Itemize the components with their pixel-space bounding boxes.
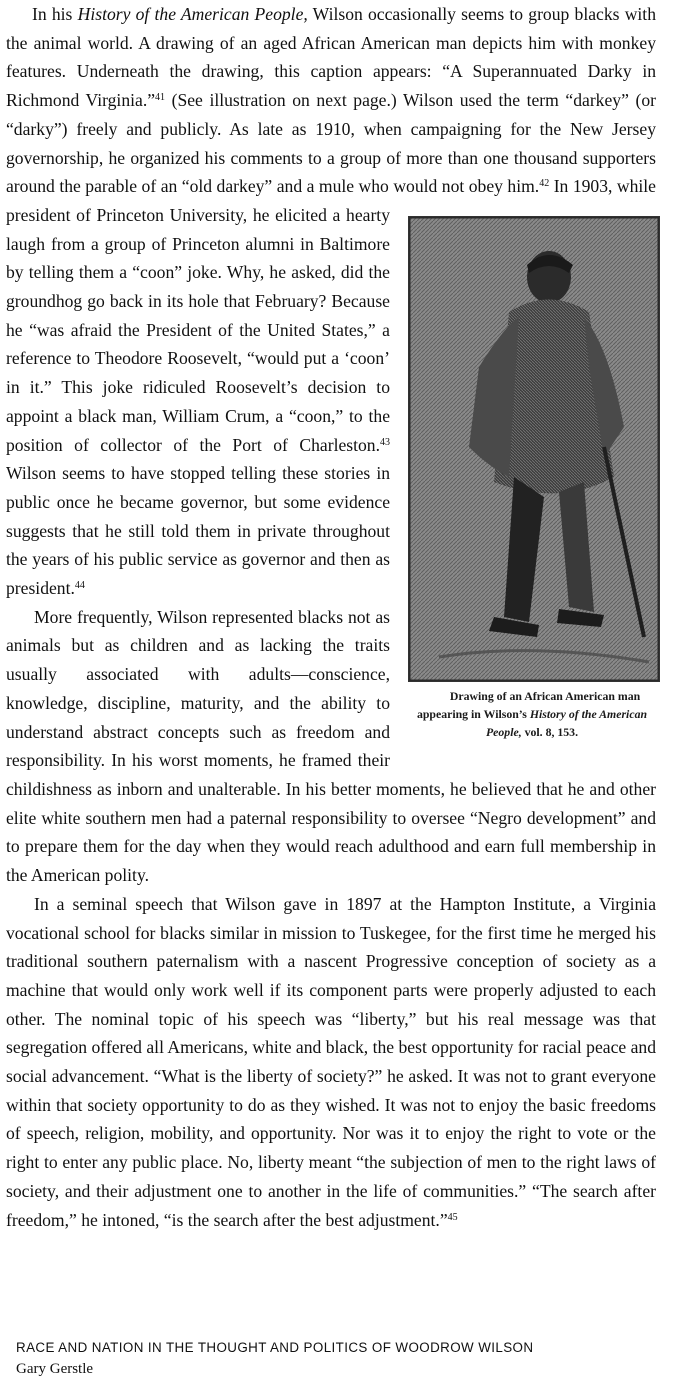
footnote-42: 42 <box>539 178 550 190</box>
figure <box>404 216 660 741</box>
footnote-43: 43 <box>380 436 390 448</box>
figure-caption <box>404 687 660 741</box>
caption-book-title: History of the American People, <box>485 706 648 739</box>
footer-title: RACE AND NATION IN THE THOUGHT AND POLITICS OF WOODROW WILSON <box>16 1340 534 1355</box>
footnote-41: 41 <box>155 92 166 104</box>
caption-text-b: vol. 8, 153. <box>521 724 579 739</box>
p1-lead: In his <box>32 4 78 24</box>
footer-author: Gary Gerstle <box>16 1361 94 1377</box>
p3-text: In a seminal speech that Wilson gave in 1897 at the Hampton Institute, a Virginia vocational school for blacks similar in mission to Tuskegee, for the first time he merged his traditional southern paternalism with a nascent Progressive conception of society as a machine that would only work well if its component parts were properly adjusted to each other. The nominal topic of his speech was “liberty,” but his real message was that segregation offered all Americans, white and black, the best opportunity for racial peace and social advancement. “What is the liberty of society?” he asked. It was not to grant everyone within that society opportunity to do as they wished. It was not to enjoy the basic freedoms of speech, religion, mobility, and opportunity. Nor was it to enjoy the right to vote or the right to enter any public place. No, liberty meant “the subjection of men to the right laws of society, and their adjustment one to another in the life of communities.” “The search after freedom,” he intoned, “is the search after the best adjustment.” <box>6 893 656 1230</box>
footnote-45: 45 <box>447 1211 458 1223</box>
p1-text-d: Wilson seems to have stopped telling these stories in public once he became governor, but some evidence suggests that he still told them in private throughout the years of his public service as governor and then as president. <box>6 463 390 599</box>
drawing-image <box>408 216 660 682</box>
body-text <box>6 0 656 1234</box>
caption-text-a: Drawing of an African American man appearing in Wilson’s <box>416 688 641 721</box>
p1-book-title: History of the American People, <box>77 4 308 24</box>
p1-text-a: Wilson occasionally seems to group blacks with the animal world. A drawing of an aged African American man depicts him with monkey features. Underneath the drawing, this caption appears: “A Superannuated Darky in Richmond Virginia.” <box>6 4 656 111</box>
paragraph-3 <box>6 890 656 1234</box>
p1-text-c: In 1903, while president of Princeton University, he elicited a hearty laugh from a group of Princeton alumni in Baltimore by telling them a “coon” joke. Why, he asked, did the groundhog go back in its hole that February? Because he “was afraid the President of the United States,” a reference to Theodore Roosevelt, “would put a ‘coon’ in it.” This joke ridiculed Roosevelt’s decision to appoint a black man, William Crum, a “coon,” to the position of collector of the Port of Charleston. <box>6 176 656 455</box>
footnote-44: 44 <box>74 580 85 592</box>
paragraph-1 <box>6 0 656 739</box>
p1-text-b: (See illustration on next page.) Wilson used the term “darkey” (or “darky”) freely and publicly. As late as 1910, when campaigning for the New Jersey governorship, he organized his comments to a group of more than one thousand supporters around the parable of an “old darkey” and a mule who would not obey him. <box>6 90 656 197</box>
paragraph-2: More frequently, Wilson represented blacks not as animals but as children and as lacking the traits usually associated with adults—conscience, knowledge, discipline, maturity, and the ability to understand abstract concepts such as freedom and responsibility. In his worst moments, he framed their childishness as inborn and unalterable. In his better moments, he believed that he and other elite white southern men had a paternal responsibility to oversee “Negro development” and to prepare them for the day when they would reach adulthood and earn full membership in the American polity. <box>6 606 656 886</box>
